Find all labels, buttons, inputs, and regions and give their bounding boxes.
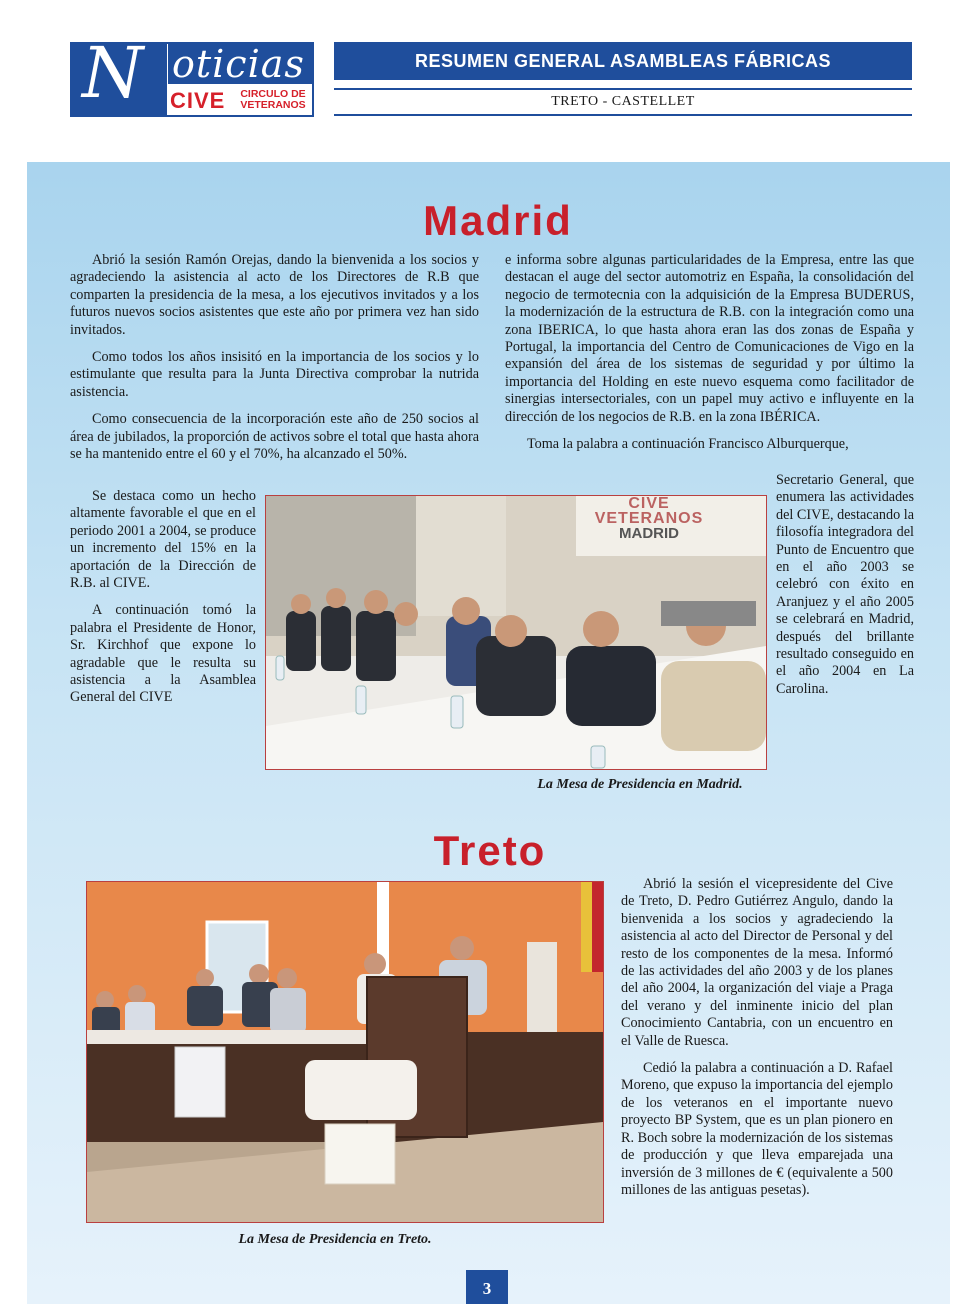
madrid-paragraph: Abrió la sesión Ramón Orejas, dando la bienvenida a los socios y agradeciendo la asistencia al acto de los Directores de R.B que comparten la presidencia de la mesa, a los ejecutivos invitados y a los futuros nuevos socios asistentes que este año por primera vez han sido invitados. [70,252,479,338]
logo-letter: N [82,32,144,114]
madrid-photo [265,495,767,770]
treto-paragraph: Abrió la sesión el vicepresidente del Cive de Treto, D. Pedro Gutiérrez Angulo, dando la bienvenida a los socios y agradeciendo la asistencia al acto del Director de Personal y del resto de los componentes de la mesa. Informó de las actividades del año 2003 y de los planes del año 2004, la organización del viaje a Praga del verano y del inminente inicio del plan Conocimiento Cantabria, con un encuentro en el Valle de Ruesca. [621,876,893,1049]
treto-title: Treto [433,827,547,874]
madrid-paragraph: Se destaca como un hecho altamente favorable el que en el periodo 2001 a 2004, se produce un incremento del 15% en la aportación de la Dirección de R.B. al CIVE. [70,488,256,592]
treto-paragraph: Cedió la palabra a continuación a D. Rafael Moreno, que expuso la importancia del ejemplo de los veteranos en el importante nuevo proyecto BP System, que es un plan pionero en R. Boch sobre la modernización de los sistemas de producción y que lleva emparejada una inversión de 3 millones de € (equivalente a 500 millones de las antiguas pesetas). [621,1060,893,1198]
madrid-caption: La Mesa de Presidencia en Madrid. [537,777,743,792]
page-number: 3 [466,1270,508,1304]
madrid-photo-banner-line2: MADRID [619,525,679,542]
subtitle: TRETO - CASTELLET [334,88,912,116]
madrid-right-column [505,252,914,453]
madrid-paragraph: Como consecuencia de la incorporación este año de 250 socios al área de jubilados, la proporción de activos sobre el total que hasta ahora se ha mantenido entre el 60 y el 70%, ha alcanzado el 50%. [70,411,479,463]
madrid-paragraph: Secretario General, que enumera las actividades del CIVE, destacando la filosofía integradora del Punto de Encuentro que en el año 2003 se celebró con éxito en Aranjuez y el año 2005 se celebrará en Madrid, después del brillante resultado conseguido en el año 2004 en La Carolina. [776,472,914,697]
madrid-paragraph: Como todos los años insisitó en la importancia de los socios y lo estimulante que resulta para la Junta Directiva comprobar la nutrida asistencia. [70,349,479,400]
newsletter-logo [70,32,314,117]
madrid-title: Madrid [423,197,573,244]
madrid-photo-banner-line1: CIVE VETERANOS [594,495,704,527]
treto-caption: La Mesa de Presidencia en Treto. [238,1232,432,1247]
madrid-photo-banner [584,496,714,541]
logo-circulo [235,89,311,111]
madrid-paragraph-start: Toma la palabra a continuación Francisco Alburquerque, [527,436,849,453]
treto-column [621,876,893,1209]
madrid-left-column [70,252,479,473]
logo-cive: CIVE [170,88,226,113]
madrid-paragraph: A continuación tomó la palabra el Presidente de Honor, Sr. Kirchhof que expone lo agradable que le resulta su asistencia a la Asamblea General del CIVE [70,602,256,706]
treto-photo-scene [87,882,603,1222]
madrid-narrow-column [70,488,256,717]
treto-photo [86,881,604,1223]
logo-word: oticias [168,44,314,84]
banner-title: RESUMEN GENERAL ASAMBLEAS FÁBRICAS [334,42,912,80]
logo-circulo-line1: CIRCULO DE [240,88,306,100]
madrid-right-narrow [776,472,914,708]
madrid-paragraph: e informa sobre algunas particularidades de la Empresa, entre las que destacan el auge del sector automotriz en España, la consolidación del negocio de termotecnia con la adquisición de la Empresa BUDERUS, la modernización de la estructura de R.B. con la integración como una zona IBERICA, lo que hasta ahora eran las dos zonas de España y Portugal, la importancia del Centro de Comunicaciones de Vigo en la expansión del área de los sistemas de seguridad y por último la importancia del Holding en este nuevo esquema como facilitador de sinergias intersectoriales, con un papel muy activo e influyente en la dirección de los negocios de R.B. en la zona IBÉRICA. [505,252,914,425]
logo-circulo-line2: VETERANOS [240,99,306,111]
